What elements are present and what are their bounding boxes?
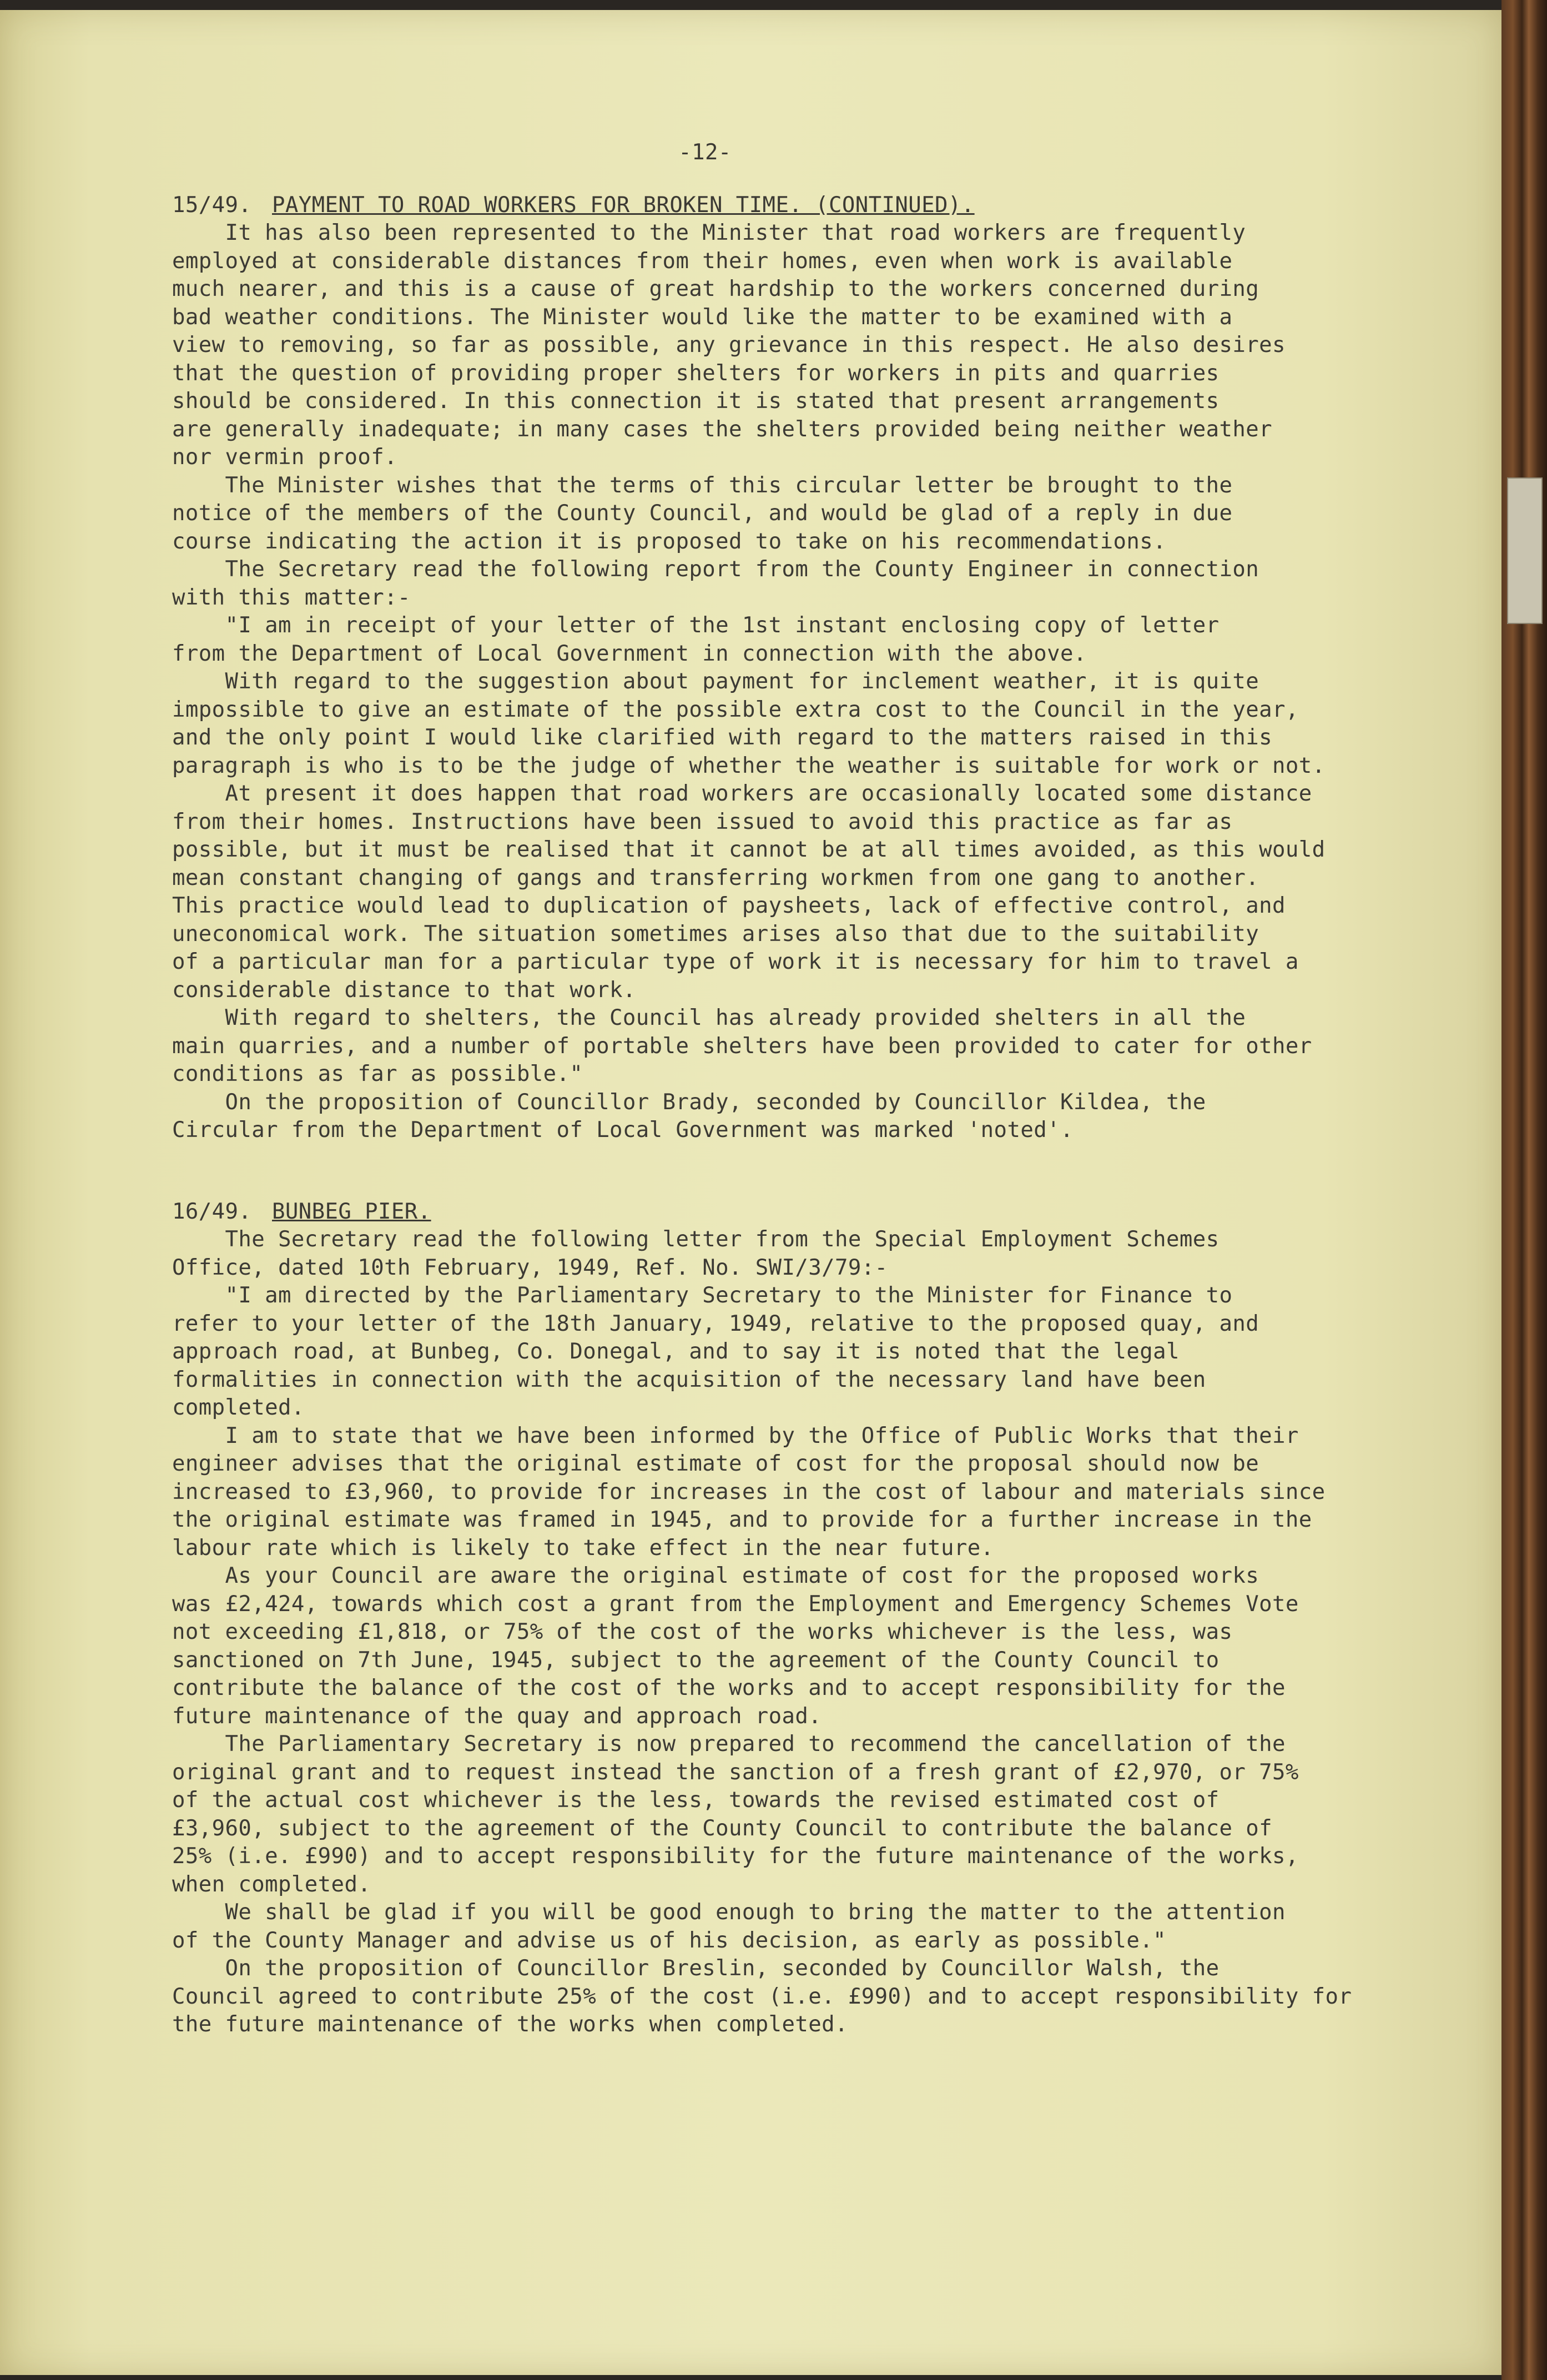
paragraph: It has also been represented to the Minister that road workers are frequently employed at considerable distances from their homes, even when work is available much nearer, and this is a cause of great hardship to the workers concerned during bad weather conditions. The Minister would like the matter to be examined with a view to removing, so far as possible, any grievance in this respect. He also desires that the question of providing proper shelters for workers in pits and quarries should be considered. In this connection it is stated that present arrangements are generally inadequate; in many cases the shelters provided being neither weather nor vermin proof.: [172, 220, 1286, 470]
section-heading: [172, 1198, 1427, 1226]
paragraph: As your Council are aware the original estimate of cost for the proposed works was £2,424, towards which cost a grant from the Employment and Emergency Schemes Vote not exceeding £1,818, or 75% of the cost of the works whichever is the less, was sanctioned on 7th June, 1945, subject to the agreement of the County Council to contribute the balance of the cost of the works and to accept responsibility for the future maintenance of the quay and approach road.: [172, 1563, 1299, 1729]
paragraph: "I am in receipt of your letter of the 1st instant enclosing copy of letter from the Department of Local Government in connection with the above.: [172, 613, 1220, 666]
paragraph: On the proposition of Councillor Breslin, seconded by Councillor Walsh, the Council agreed to contribute 25% of the cost (i.e. £990) and to accept responsibility for the future maintenance of the works when completed.: [172, 1956, 1352, 2037]
section-gap: [172, 1145, 1427, 1198]
page-number: -12-: [678, 140, 732, 165]
section-heading: [172, 192, 1427, 220]
section-16-49: [172, 1198, 1427, 2039]
paragraph: I am to state that we have been informed by the Office of Public Works that their engineer advises that the original estimate of cost for the proposal should now be increased to £3,960, to provide for increases in the cost of labour and materials since the original estimate was framed in 1945, and to provide for a further increase in the labour rate which is likely to take effect in the near future.: [172, 1423, 1326, 1561]
book-binding: [1501, 0, 1547, 2380]
paragraph: On the proposition of Councillor Brady, seconded by Councillor Kildea, the Circular from the Department of Local Government was marked 'noted'.: [172, 1089, 1206, 1143]
paragraph: The Parliamentary Secretary is now prepared to recommend the cancellation of the original grant and to request instead the sanction of a fresh grant of £2,970, or 75% of the actual cost whichever is the less, towards the revised estimated cost of £3,960, subject to the agreement of the County Council to contribute the balance of 25% (i.e. £990) and to accept responsibility for the future maintenance of the works, when completed.: [172, 1732, 1299, 1897]
section-number: 16/49.: [172, 1199, 252, 1224]
section-number: 15/49.: [172, 192, 252, 218]
paragraph: The Secretary read the following report from the County Engineer in connection with this matter:-: [172, 557, 1259, 610]
paragraph: With regard to the suggestion about payment for inclement weather, it is quite impossible to give an estimate of the possible extra cost to the Council in the year, and the only point I would like clarified with regard to the matters raised in this paragraph is who is to be the judge of whether the weather is suitable for work or not.: [172, 669, 1326, 778]
document-body: [172, 139, 1427, 2039]
section-title: BUNBEG PIER.: [272, 1199, 431, 1224]
section-title: PAYMENT TO ROAD WORKERS FOR BROKEN TIME. (CONTINUED).: [272, 192, 975, 218]
paragraph: "I am directed by the Parliamentary Secretary to the Minister for Finance to refer to your letter of the 18th January, 1949, relative to the proposed quay, and approach road, at Bunbeg, Co. Donegal, and to say it is noted that the legal formalities in connection with the acquisition of the necessary land have been completed.: [172, 1283, 1259, 1420]
paragraph: The Secretary read the following letter from the Special Employment Schemes Office, dated 10th February, 1949, Ref. No. SWI/3/79:-: [172, 1227, 1220, 1280]
binding-label: [1507, 477, 1543, 624]
paragraph: At present it does happen that road workers are occasionally located some distance from their homes. Instructions have been issued to avoid this practice as far as possible, but it must be realised that it cannot be at all times avoided, as this would mean constant changing of gangs and transferring workmen from one gang to another. This practice would lead to duplication of paysheets, lack of effective control, and uneconomical work. The situation sometimes arises also that due to the suitability of a particular man for a particular type of work it is necessary for him to travel a considerable distance to that work.: [172, 781, 1326, 1003]
paragraph: With regard to shelters, the Council has already provided shelters in all the main quarries, and a number of portable shelters have been provided to cater for other conditions as far as possible.": [172, 1005, 1312, 1086]
section-15-49: [172, 192, 1427, 1145]
paragraph: We shall be glad if you will be good enough to bring the matter to the attention of the County Manager and advise us of his decision, as early as possible.": [172, 1900, 1286, 1953]
paragraph: The Minister wishes that the terms of this circular letter be brought to the notice of the members of the County Council, and would be glad of a reply in due course indicating the action it is proposed to take on his recommendations.: [172, 472, 1233, 554]
